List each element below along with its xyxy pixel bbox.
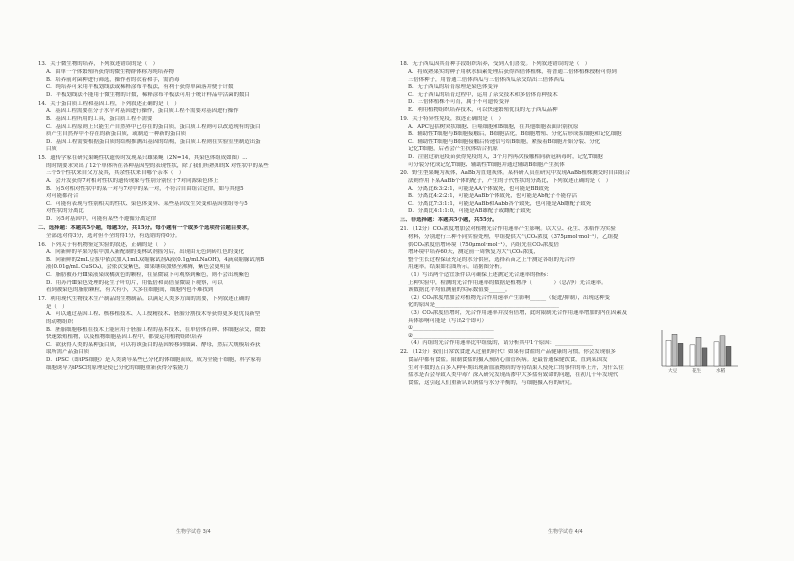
question-line: 快速繁殖植物，以及植物细胞基因工程中，都要运用植物组织培养 (46, 334, 203, 341)
question-line: D．用苏丹Ⅲ染色处理的花生子叶切片，用低倍和高倍显微镜下观察，可以 (46, 279, 223, 286)
question-line: D．基因工程需要根据蛋白质的结构推测出基因的结构，蛋白质工程则在实验室里制造出蛋 (46, 138, 261, 145)
figure-bar (714, 342, 719, 366)
question-line: B．辅助性T细胞与B细胞接触后，B细胞活化，B细胞增殖、分化后形成浆细胞和记忆细胞 (408, 131, 622, 138)
question-stem: 19．关于特异性免疫，叙述正确的是（ ） (400, 115, 504, 122)
question-line: A．分离比6:3:2:1，可能是AA个体致死，也可能是BB致死 (408, 185, 550, 192)
figure-bar (726, 346, 731, 366)
question-line: D．注射过新冠疫苗获得免疫的人，3个月内再次接触相同新冠病毒时，记忆T细胞 (408, 153, 603, 160)
figure-bar (690, 345, 695, 366)
question-line: 质产生自然界中不存在的新蛋白质，或制造一种新的蛋白质 (46, 131, 187, 138)
question-line: 全部选对得3分，选对但不全的得1分，有选错的得0分。 (46, 232, 181, 239)
question-line: 盐水是否会导致人类中毒？深入研究发现高渗中大多盐有致命的问题，在初几十年发现代 (408, 372, 619, 379)
question-line: 看到被染色的脂肪颗粒，有大有小，大多在细胞间，细胞内也不难找到 (46, 287, 214, 294)
question-line: 具体影响可能是（写出2个即可） (408, 317, 487, 324)
question-line: B．无子西瓜的培育原理是染色体变异 (408, 84, 499, 91)
question-line: D．平板划线法不能用于微生物的计数，稀释涂布平板法可用于统计样品中活菌的数目 (46, 91, 250, 98)
question-line: B．培养前对菌种进行筛选，操作者的衣着和手，需消毒 (46, 76, 180, 83)
question-line: 液(0.01g/mL CuSO₄)，会依次变紫色，如果继续加热至沸腾，紫色会更明显 (46, 264, 231, 271)
question-line: 的时期要求突出了12个单体所在各种基因型的表现性状，除了我们所熟知的X 对性状中的某些 (46, 162, 269, 169)
question-line: 材料，分别进行三种不同实验处理，甲组提供大气CO₂浓度（375μmol·mol⁻¹），乙组提 (408, 234, 619, 241)
question-line: 的动物组织 (46, 318, 73, 325)
question-line: D．分离比4:1:1:0，可能是AB雄配子或雌配子致死 (408, 208, 531, 215)
question-line: （2）CO₂浓度增加会对植物光合作用速率产生影响______（促进/抑制），出现这种变 (408, 294, 610, 301)
question-line: B．胚胎细胞移植在技术上能应用于胚胎工程的基本技术，在单倍体育种、体细胞杂交，微繁 (46, 326, 266, 333)
question-line: 细胞诱导为iPSC的原理是使已分化的细胞重新获得分裂能力 (46, 364, 189, 371)
question-line: C．脂肪被苏丹Ⅲ染液染成橘黄色的颗粒，在显微镜下可观察到紫色，则不会出现紫色 (46, 271, 250, 278)
question-line: C．基因工程原则上只能生产自然界中已存在的蛋白质，蛋白质工程则可以改造现有的蛋白 (46, 123, 261, 130)
question-line: 三倍体种子，用普通二倍体西瓜与三倍体西瓜杂交结出三倍体西瓜 (408, 76, 565, 83)
question-stem: 20．野生型果蝇为灰体，AaBb为直翅灰体。某科研人员在研究中发现AaBb植株测交时自由组合 (400, 170, 630, 177)
question-line: 记忆T细胞，后者会产生抗体结合抗原 (408, 146, 498, 153)
right-page (400, 60, 748, 530)
figure-category-label: 水稻 (716, 369, 726, 374)
question-line: C．欲获得人类的某种蛋白质，可以将该蛋白的基因转移到细菌、酵母，然后大规模培养获 (46, 341, 261, 348)
question-line: 取所需产品蛋白质 (46, 349, 90, 356)
question-line: A．APC包括树突状细胞、巨噬细胞和B细胞，在其他细胞表面识别抗原 (408, 123, 579, 130)
question-line: 白质 (46, 146, 57, 153)
question-line: C．分离比7:3:1:1，可能是AaBb和Aabb各个致死，也可能是Ab雌配子致死 (408, 200, 592, 207)
question-line: 用速率。结果如右图所示。请据图分析。 (408, 264, 506, 271)
figure-bar (720, 336, 725, 366)
question-line: ②______________________________ (408, 332, 494, 339)
question-line: 三个5个性状来自父方及其，其余性状来自哪个亲本（ ） (46, 170, 185, 177)
question-line: 法则作用下某AaBb个体的配子，产生的子代性状的分离比，下列叙述正确的是（ ） (408, 178, 612, 185)
question-line: E．利用植物组织培养技术，可以快速繁殖优良的无子西瓜品种 (408, 106, 558, 113)
question-stem: 14．关于蛋白质工程和基因工程，下列叙述正确的是（ ） (38, 100, 180, 107)
question-line: C．可能有表现与性别相关的性状、染色体变异、某些基因发生突变和基因重组等与5 (46, 200, 248, 207)
question-line: A．由单一个体繁殖所获得的微生物群体称为纯培养物 (46, 68, 174, 75)
question-line: B．另5对相对性状中的某一对与7对中的某一对，不符合自由组合定律，如与其他5 (46, 185, 244, 192)
left-page-footer: 生物学试卷 3/4 (176, 529, 211, 535)
question-line: A．将成熟果实的种子用秋水仙素处理后获得四倍体植株，将普通二倍体植株授粉可得到 (408, 68, 617, 75)
question-line: B．基因工程所用的工具，蛋白质工程不需要 (46, 115, 153, 122)
section-heading: 二、选择题：本题共5小题，每题3分，共15分。每小题有一个或多个选项符合题目要求， (38, 225, 253, 232)
question-line: 可分裂分化成记忆T细胞、辅助性T细胞并通过辅助B细胞产生抗体 (408, 161, 565, 168)
question-line: 是（ ） (46, 303, 68, 310)
question-line: （1）写出两个适宜条件以可确保上述测定光合速率的指标： (408, 271, 552, 278)
question-line: 增环境中培养60天，测定前一周恢复为大气CO₂浓度， (408, 249, 539, 256)
question-stem: 18．无子西瓜因其育种手段组织培养，受到人们喜爱。下列叙述错误的是（ ） (400, 61, 591, 68)
question-line: 化的原因是______________________________________________ (408, 302, 559, 309)
question-line: A．可以通过基因工程、核移植技术、人工授精技术、胚胎分割技术等获得更多更优良新型 (46, 311, 261, 318)
question-line: （3）CO₂浓度倍增时，光合作用速率并没有倍增，此时限制光合作用速率增加的内在因素及 (408, 309, 627, 316)
question-line: 整个生长过程保证充足的水分供应，选择若苗之上午测定各组的光合作 (408, 256, 576, 263)
figure-bar (702, 348, 707, 366)
left-page (38, 60, 378, 530)
question-line: B．分离比4:2:2:1，可能是AaBb个体致死，也可能是Ab配子不能存活 (408, 193, 577, 200)
figure-bar (672, 334, 677, 366)
question-stem: 21．（12分）CO₂浓度增加会对植物光合作用速率产生影响。以大豆、花生、水稻作为实验 (400, 226, 616, 233)
question-stem: 13．关于微生物的培养，下列叙述错误的是（ ） (38, 61, 159, 68)
question-line: 上种实验中，检测的光合作用速率的数据是植物净（ ）（总/净）光合速率。 (408, 279, 607, 286)
question-line: D．另5对基因中，可能有某些不遵循分离定律 (46, 216, 157, 223)
question-line: 食品中都有食盐。限制食盐的摄入预防心血管疾病。是最普通保健饮食，直到某国发 (408, 356, 608, 363)
question-line: 对可能都符合 (46, 193, 79, 200)
question-line: C．无子西瓜的培育过程中，运用了杂交技术和多倍体育种技术 (408, 91, 558, 98)
question-line: 食盐，这引起人们重新认识钠盐与水分平衡的，与细胞摄入有的研究。 (408, 379, 576, 386)
figure-category-label: 大豆 (668, 369, 678, 374)
question-line: A．向新鲜的苹果匀浆中加入新配制的斐林试剂摇匀后，出现由无色到砖红色的变化 (46, 249, 244, 256)
question-line: D．iPSC（即iPS细胞）是人类诱导某些已分化的体细胞而成，成为全能干细胞，科学家将 (46, 356, 262, 363)
figure-bar (666, 340, 671, 366)
question-stem: 17．利用现代生物技术生产制品的生物制品。以满足人类多方面的需要，下列叙述正确的 (38, 296, 250, 303)
section-heading: 三、非选择题：本题共5小题，共55分。 (400, 217, 498, 224)
figure-bar (696, 337, 701, 366)
question-stem: 16．下列关于有机物鉴定实验的叙述，正确的是（ ） (38, 241, 169, 248)
question-stem: 15．遗传学家在研究果蝇性状遗传时发现某只雄果蝇（2N=14，其染色体组成如图）... (38, 155, 248, 162)
question-line: A．会开发获得7对相对性状的遗传现象与性别分别位于7对同源染色体上 (46, 178, 219, 185)
question-line: D．三倍体植株不可育，属于不可遗传变异 (408, 99, 510, 106)
question-line: （4）丙组的光合作用速率比甲组低的，请分析其中1个原因：______________ (408, 340, 593, 347)
question-line: ①______________________________ (408, 325, 494, 332)
figure-category-label: 花生 (692, 369, 702, 374)
photosynthesis-bar-figure (654, 326, 742, 376)
question-line: 供CO₂浓度倍增环境（750μmol·mol⁻¹），丙组先在CO₂浓度倍 (408, 241, 560, 248)
question-line: C．纯培养可采用平板划线法或稀释涂布平板法，有利于获得单菌落并便于计数 (46, 84, 234, 91)
question-line: C．辅助性T细胞与B细胞接触后传递信号给B细胞，紧接着B细胞开始分裂、分化 (408, 138, 601, 145)
figure-bar (678, 343, 683, 366)
bar-figure-svg (654, 326, 742, 376)
question-line: B．向新鲜的2mL豆浆中依次加入1mL双缩脲试剂A液(0.1g/mLNaOH)，4滴双缩脲试剂B (46, 256, 265, 263)
question-line: A．基因工程需要在分子水平对基因进行操作，蛋白质工程不需要对基因进行操作 (46, 108, 239, 115)
question-line: 该数据比平均值测量的实际数值要______。 (408, 287, 511, 294)
question-line: 对性状的分离比 (46, 208, 84, 215)
question-stem: 22．（12分）我们日常饮食进入过量的时代！如果有食盐的产品健康的习惯，你会发现很多 (400, 349, 616, 356)
right-page-footer: 生物学试卷 4/4 (548, 529, 583, 535)
question-line: 生对半数的五百多人种年期出现新血液物质的等待结果人使死亡的事件的率上升，为什么往 (408, 364, 624, 371)
